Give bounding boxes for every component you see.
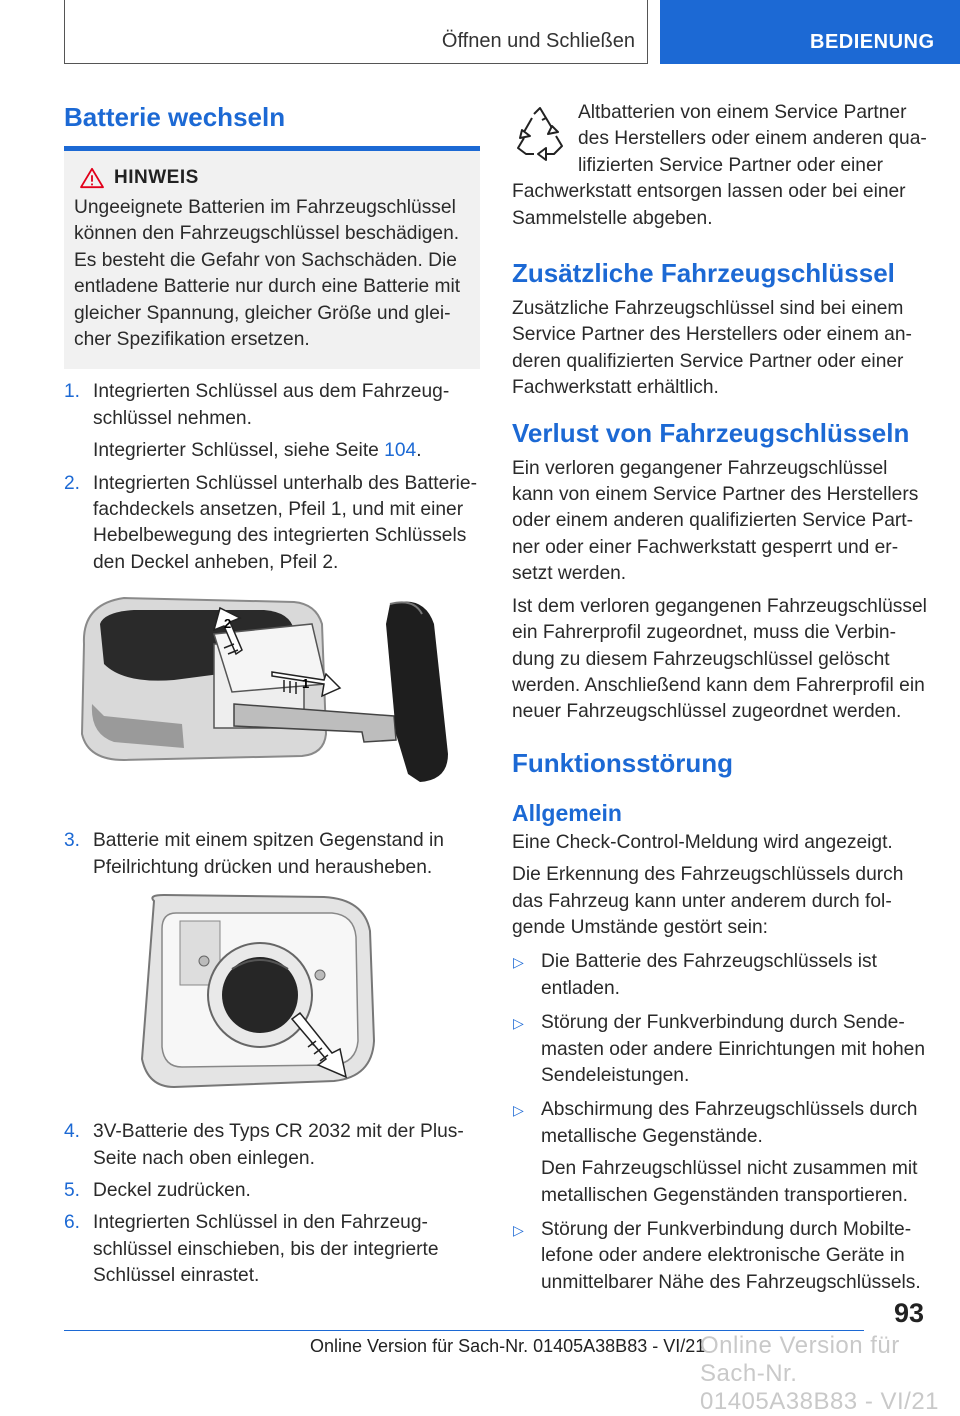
recycle-note — [512, 100, 927, 232]
arrow-2-label: 2 — [224, 616, 232, 632]
bullet-text: Störung der Funkverbindung durch Sendemasten oder andere Einrichtungen mit hohen Sendeleistungen. — [541, 1012, 925, 1086]
step-number: 1. — [64, 381, 81, 403]
bullet-text: Die Batterie des Fahrzeugschlüssels ist entladen. — [541, 951, 877, 999]
header-chapter-tab — [660, 0, 960, 64]
step-text: Integrierten Schlüssel in den Fahrzeugschlüssel einschieben, bis der integrierte Schlüssel einrastet. — [93, 1212, 439, 1287]
step-text: Batterie mit einem spitzen Gegenstand in Pfeilrichtung drücken und herausheben. — [93, 830, 444, 878]
bullet-subtext: Den Fahrzeugschlüssel nicht zusammen mit metallischen Gegenständen transportieren. — [541, 1158, 918, 1206]
malfunction-text-2: Die Erkennung des Fahrzeugschlüssels durch das Fahrzeug kann unter anderem durch folgende Umstände gestört sein: — [512, 864, 904, 938]
page-number: 93 — [893, 1298, 924, 1328]
footer-rule — [64, 1330, 864, 1331]
list-item-step-6 — [64, 1210, 480, 1289]
step-text: Integrierten Schlüssel unterhalb des Batteriefachdeckels ansetzen, Pfeil 1, und mit einer Hebelbewegung des integrierten Schlüssels den Deckel anheben, Pfeil 2. — [93, 472, 477, 573]
malfunction-text-1: Eine Check-Control-Meldung wird angezeigt. — [512, 831, 893, 853]
list-item-step-1 — [64, 379, 480, 464]
footer-watermark: Online Version für Sach-Nr. 01405A38B83 - VI/21 — [700, 1332, 940, 1415]
notice-box — [64, 151, 480, 369]
steps-list-final — [64, 1119, 480, 1289]
key-fob-open-illustration — [64, 584, 480, 814]
warning-triangle-icon — [78, 167, 106, 189]
list-item-bullet-1 — [512, 949, 927, 1002]
list-item-step-5 — [64, 1178, 480, 1204]
step-text: 3V-Batterie des Typs CR 2032 mit der PlusSeite nach oben einlegen. — [93, 1121, 464, 1169]
bullet-triangle-icon: ▷ — [513, 1102, 524, 1119]
lost-keys-text-1: Ein verloren gegangener Fahrzeugschlüssel kann von einem Service Partner des Herstellers oder einem anderen qualifizierten Service Partner oder einer Fachwerkstatt gesperrt und ersetzt werden. — [512, 457, 919, 585]
extra-keys-text: Zusätzliche Fahrzeugschlüssel sind bei einem Service Partner des Herstellers oder einem anderen qualifizierten Service Partner oder einer Fachwerkstatt erhältlich. — [512, 298, 912, 399]
list-item-step-3 — [64, 828, 480, 881]
section-title-lost-keys: Verlust von Fahrzeugschlüsseln — [512, 417, 910, 448]
step-number: 6. — [64, 1212, 81, 1234]
list-item-bullet-2 — [512, 1010, 927, 1089]
page-reference-link[interactable]: 104 — [384, 440, 417, 462]
step-number: 3. — [64, 830, 81, 852]
section-title-battery: Batterie wechseln — [64, 102, 286, 132]
steps-list — [64, 379, 480, 576]
notice-header — [74, 167, 470, 189]
list-item-step-2 — [64, 471, 480, 577]
notice-label: HINWEIS — [114, 167, 199, 188]
lost-keys-text-2: Ist dem verloren gegangenen Fahrzeugschlüssel ein Fahrerprofil zugeordnet, muss die Verbindung zu diesem Fahrzeugschlüssel gelöscht werden. Anschließend kann dem Fahrerprofil ein neuer Fahrzeugschlüssel zugeordnet werden. — [512, 595, 927, 723]
right-column — [512, 100, 927, 1304]
list-item-bullet-3 — [512, 1097, 927, 1209]
header-section-title: Öffnen und Schließen — [441, 30, 635, 52]
step-number: 2. — [64, 472, 81, 494]
notice-text: Ungeeignete Batterien im Fahrzeugschlüssel können den Fahrzeugschlüssel beschädigen. Es besteht die Gefahr von Sachschäden. Die entladene Batterie nur durch eine Batterie mit gleicher Spannung, gleicher Größe und gleicher Spezifikation ersetzen. — [74, 197, 461, 351]
step-text: Integrierten Schlüssel aus dem Fahrzeugschlüssel nehmen. — [93, 381, 450, 429]
footer-online-version: Online Version für Sach-Nr. 01405A38B83 - VI/21 — [310, 1336, 706, 1356]
step-number: 4. — [64, 1121, 81, 1143]
section-title-malfunction: Funktionsstörung — [512, 747, 733, 778]
step-number: 5. — [64, 1179, 81, 1201]
recycle-icon — [512, 104, 568, 164]
header-chapter-label: BEDIENUNG — [810, 31, 935, 53]
arrow-1-label: 1 — [302, 676, 310, 692]
recycle-text: Altbatterien von einem Service Partner des Herstellers oder einem anderen qualifizierten Service Partner oder einer Fachwerkstatt entsorgen lassen oder bei einer Sammelstelle abgeben. — [512, 102, 927, 229]
bullet-text: Abschirmung des Fahrzeugschlüssels durch metallische Gegenstände. — [541, 1099, 918, 1147]
step-subtext: Integrierter Schlüssel, siehe Seite 104. — [93, 440, 422, 462]
bullet-triangle-icon: ▷ — [513, 954, 524, 971]
list-item-bullet-4 — [512, 1217, 927, 1296]
battery-removal-illustration — [64, 891, 480, 1105]
malfunction-bullet-list — [512, 949, 927, 1296]
section-title-extra-keys: Zusätzliche Fahrzeugschlüssel — [512, 258, 895, 289]
steps-list-continued — [64, 828, 480, 881]
step-text: Deckel zudrücken. — [93, 1179, 251, 1201]
subsection-title-general: Allgemein — [512, 799, 622, 826]
left-column — [64, 100, 480, 1296]
bullet-text: Störung der Funkverbindung durch Mobiltelefone oder andere elektronische Geräte in unmittelbarer Nähe des Fahrzeugschlüssels. — [541, 1219, 921, 1293]
list-item-step-4 — [64, 1119, 480, 1172]
bullet-triangle-icon: ▷ — [513, 1222, 524, 1238]
bullet-triangle-icon: ▷ — [513, 1015, 524, 1032]
header-section-box — [64, 0, 648, 64]
